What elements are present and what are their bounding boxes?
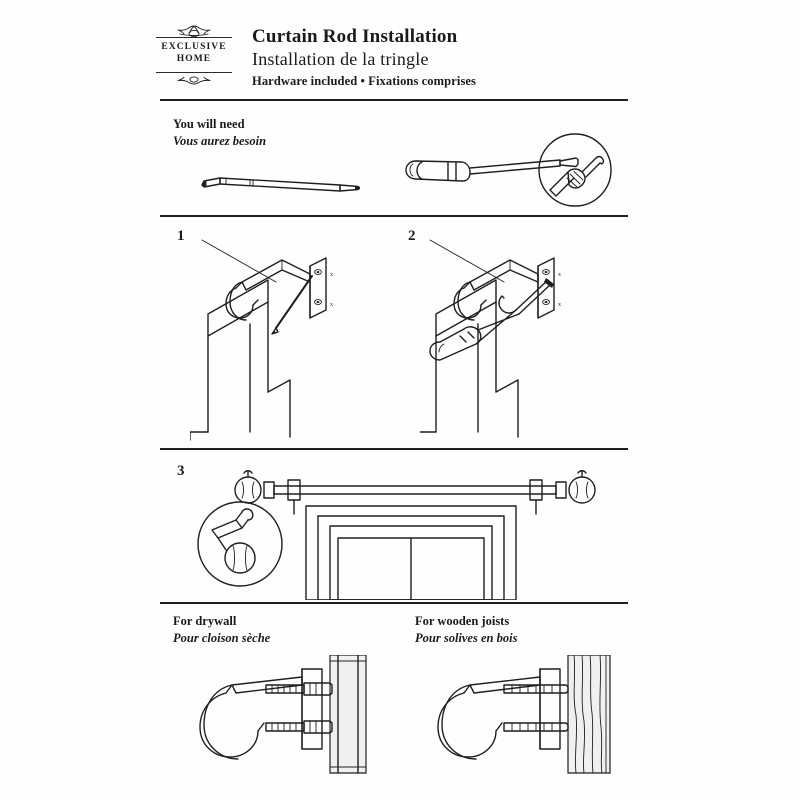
drywall-anchor-bottom xyxy=(266,721,332,733)
step-2-mark-2: x xyxy=(558,302,561,308)
you-will-need-fr: Vous aurez besoin xyxy=(173,134,267,148)
you-will-need-label xyxy=(173,116,266,150)
drywall-anchor-top xyxy=(266,683,332,695)
wood-screw-bottom xyxy=(504,723,568,731)
title-french: Installation de la tringle xyxy=(252,49,429,69)
step-1-number: 1 xyxy=(177,228,185,244)
step-1-mark-2: x xyxy=(330,302,333,308)
subtitle-hardware: Hardware included • Fixations comprises xyxy=(252,74,477,88)
joist-mount-illustration xyxy=(410,655,640,775)
title-block xyxy=(252,22,476,90)
for-drywall-label xyxy=(173,613,270,647)
bracket-right-mounted xyxy=(530,480,542,514)
for-drywall-fr: Pour cloison sèche xyxy=(173,631,271,645)
brand-name xyxy=(150,41,238,65)
finial-right xyxy=(556,471,595,503)
step-1-illustration xyxy=(190,232,390,442)
finial-left xyxy=(235,471,274,503)
step-2-number: 2 xyxy=(408,228,416,244)
brand-line1: EXCLUSIVE xyxy=(161,42,227,52)
divider-1 xyxy=(160,99,628,101)
divider-2 xyxy=(160,215,628,217)
for-drywall-en: For drywall xyxy=(173,614,237,628)
for-joists-en: For wooden joists xyxy=(415,614,510,628)
wood-screw-top xyxy=(504,685,568,693)
screw-detail-icon xyxy=(550,157,604,197)
rod-detail-callout xyxy=(198,502,282,586)
you-will-need-en: You will need xyxy=(173,117,245,131)
brand-line2: HOME xyxy=(176,54,212,64)
document-header xyxy=(150,22,650,94)
step-2-illustration xyxy=(420,232,630,442)
brand-logo xyxy=(150,24,238,86)
step-2-mark-1: x xyxy=(558,272,561,278)
screwdriver-icon xyxy=(400,128,630,208)
title-english: Curtain Rod Installation xyxy=(252,26,458,47)
for-joists-label xyxy=(415,613,517,647)
crest-ornament-bottom-icon xyxy=(166,72,222,86)
step-3-illustration xyxy=(186,458,636,600)
step-1-mark-1: x xyxy=(330,272,333,278)
logo-rule-top xyxy=(156,37,232,38)
divider-4 xyxy=(160,602,628,604)
for-joists-fr: Pour solives en bois xyxy=(415,631,518,645)
divider-3 xyxy=(160,448,628,450)
screwdriver-icon xyxy=(430,278,554,360)
curtain-rod-bracket xyxy=(226,258,333,320)
step-3-number: 3 xyxy=(177,463,185,479)
bracket-left-mounted xyxy=(288,480,300,514)
drywall-mount-illustration xyxy=(170,655,400,775)
pencil-icon xyxy=(190,160,370,200)
